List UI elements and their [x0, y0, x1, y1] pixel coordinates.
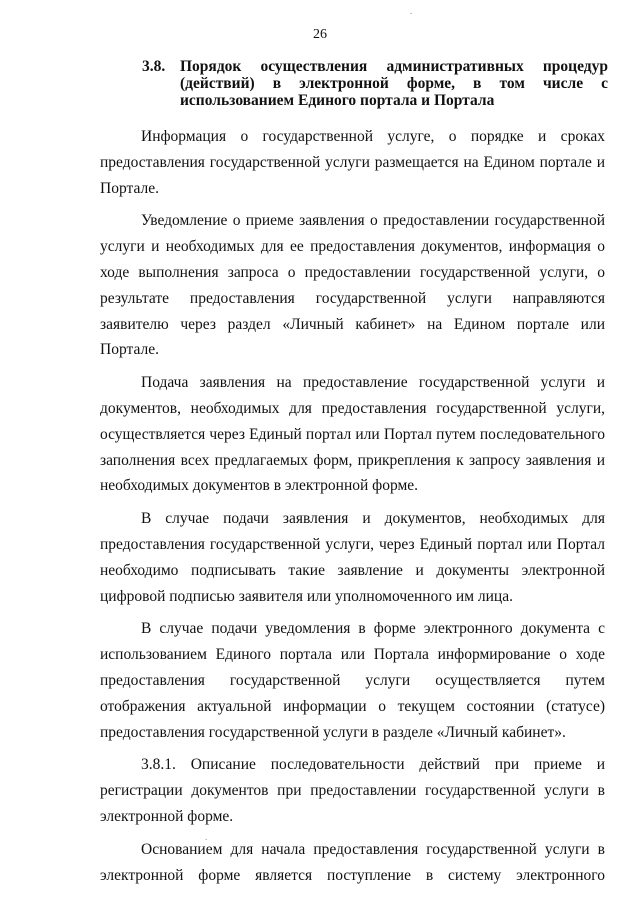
paragraph-info-placement: Информация о государственной услуге, о порядке и сроках предоставления государственной услуги размещается на Едином портале и Портале. — [100, 128, 605, 197]
section-title: Порядок осуществления административных процедур (действий) в электронной форме, в том числе с использованием Единого портала и Портала — [180, 58, 608, 109]
document-body — [100, 124, 605, 888]
section-heading — [142, 58, 608, 109]
paragraph-signature: В случае подачи заявления и документов, необходимых для предоставления государственной услуги, через Единый портал или Портал необходимо подписывать такие заявление и документы электронной цифровой подписью заявителя или уполномоченного им лица. — [100, 510, 605, 605]
paragraph-status-info: В случае подачи уведомления в форме электронного документа с использованием Единого портала или Портала информирование о ходе предоставления государственной услуги осуществляется путем отображения актуальной информации о текущем состоянии (статусе) предоставления государственной услуги в разделе «Личный кабинет». — [100, 620, 605, 741]
paragraph-submission: Подача заявления на предоставление государственной услуги и документов, необходимых для предоставления государственной услуги, осуществляется через Единый портал или Портал путем последовательного заполнения всех предлагаемых форм, прикрепления к запросу заявления и необходимых документов в электронной форме. — [100, 374, 605, 495]
paragraph-basis: Основанием для начала предоставления государственной услуги в электронной форме является поступление в систему электронного — [100, 840, 605, 884]
paragraph-subsection-3-8-1: 3.8.1. Описание последовательности действий при приеме и регистрации документов при предоставлении государственной услуги в электронной форме. — [100, 756, 605, 825]
section-number: 3.8. — [142, 58, 166, 75]
scan-speck: . — [410, 6, 413, 16]
page-number: 26 — [313, 27, 327, 42]
scan-speck: . — [205, 832, 208, 842]
paragraph-notification: Уведомление о приеме заявления о предоставлении государственной услуги и необходимых для ее предоставления документов, информация о ходе выполнения запроса о предоставлении государственной услуги, о результате предоставления государственной услуги направляются заявителю через раздел «Личный кабинет» на Едином портале или Портале. — [100, 212, 605, 359]
